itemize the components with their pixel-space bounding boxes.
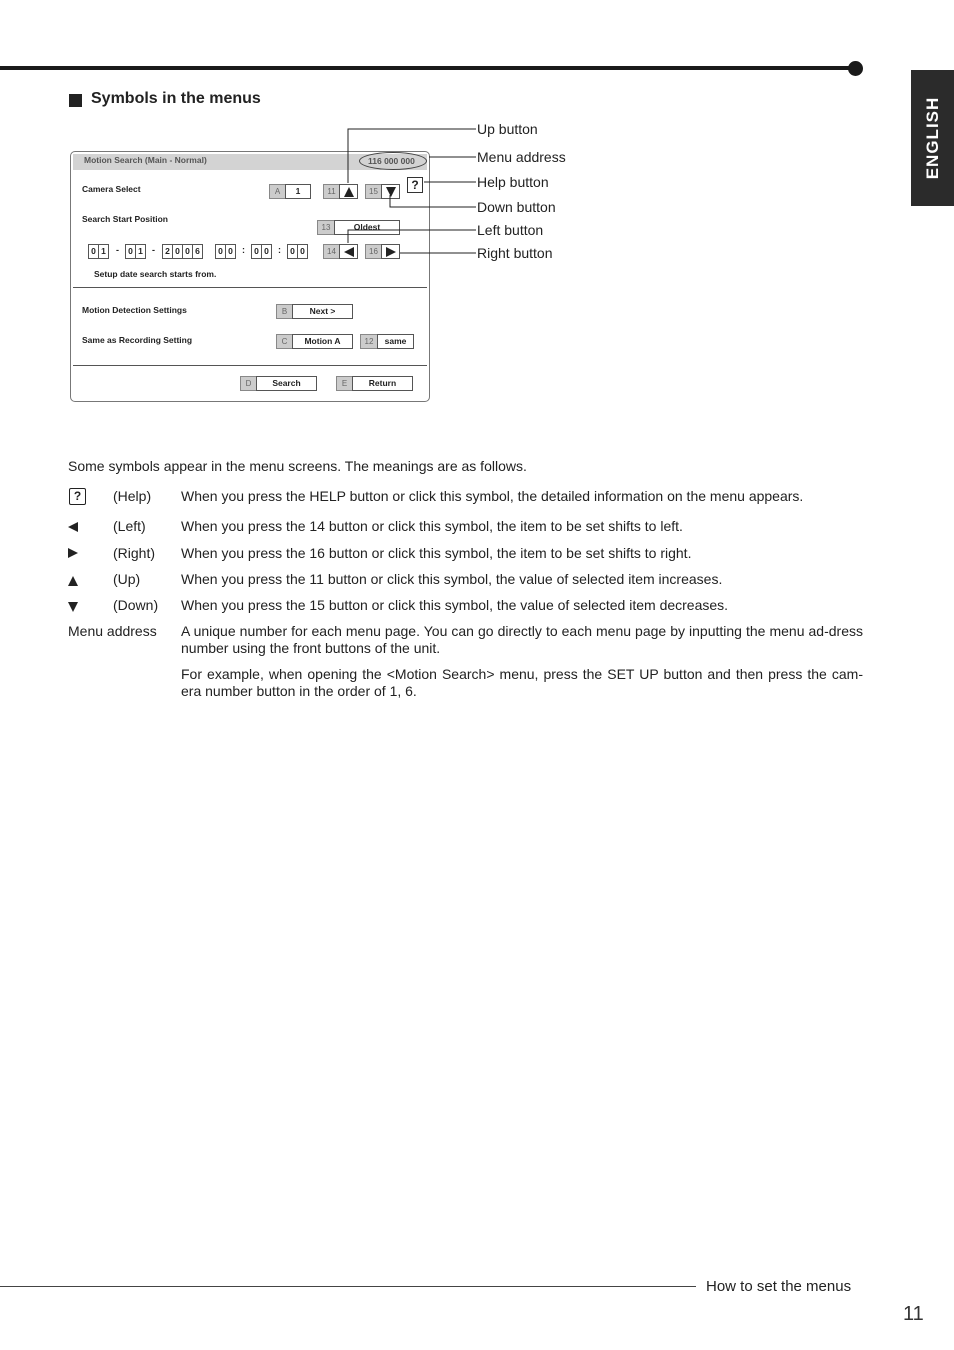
intro-text: Some symbols appear in the menu screens. The meanings are as follows. <box>68 458 527 474</box>
symbol-description: When you press the 11 button or click this symbol, the value of selected item increases. <box>181 571 723 587</box>
callout-left: Left button <box>477 222 544 238</box>
symbol-name: (Down) <box>113 597 159 613</box>
right-triangle-icon <box>68 548 78 558</box>
symbol-name: (Up) <box>113 571 141 587</box>
key-12: 12 <box>360 334 378 349</box>
menu-address-example: For example, when opening the <Motion Search> menu, press the SET UP button and then press the cam-era number button in the order of 1, 6. <box>181 666 863 699</box>
key-16: 16 <box>365 244 382 259</box>
key-a: A <box>269 184 286 199</box>
next-button[interactable]: Next > <box>292 304 353 319</box>
search-start-note: Setup date search starts from. <box>94 269 217 279</box>
key-13: 13 <box>317 220 335 235</box>
same-button[interactable]: same <box>377 334 414 349</box>
footer-rule <box>0 1286 696 1287</box>
symbol-description: When you press the 14 button or click this symbol, the item to be set shifts to left. <box>181 518 683 534</box>
key-d: D <box>240 376 257 391</box>
time-separator: : <box>278 245 281 255</box>
callout-help: Help button <box>477 174 549 190</box>
camera-select-value[interactable]: 1 <box>285 184 311 199</box>
key-b: B <box>276 304 293 319</box>
callout-down: Down button <box>477 199 556 215</box>
day-field[interactable]: 0 1 <box>125 244 146 259</box>
up-leader-line <box>348 129 476 183</box>
year-field[interactable]: 2 0 0 6 <box>162 244 203 259</box>
left-triangle-icon <box>68 522 78 532</box>
callout-right: Right button <box>477 245 553 261</box>
down-triangle-icon <box>68 602 78 612</box>
motion-a-button[interactable]: Motion A <box>292 334 353 349</box>
hour-field[interactable]: 0 0 <box>215 244 236 259</box>
search-start-label: Search Start Position <box>82 214 168 224</box>
return-button[interactable]: Return <box>352 376 413 391</box>
callout-menu-address: Menu address <box>477 149 566 165</box>
callout-up: Up button <box>477 121 538 137</box>
date-separator: - <box>116 245 119 255</box>
symbol-name: (Left) <box>113 518 146 534</box>
date-separator: - <box>152 245 155 255</box>
key-11: 11 <box>323 184 340 199</box>
down-leader-line <box>390 195 476 207</box>
symbol-description: When you press the 16 button or click this symbol, the item to be set shifts to right. <box>181 545 692 561</box>
page-number: 11 <box>903 1303 924 1325</box>
help-icon: ? <box>69 488 86 505</box>
key-c: C <box>276 334 293 349</box>
menu-title: Motion Search (Main - Normal) <box>84 155 207 165</box>
section-title: Symbols in the menus <box>91 90 261 107</box>
time-separator: : <box>242 245 245 255</box>
symbol-description: When you press the HELP button or click this symbol, the detailed information on the menu appears. <box>181 488 804 504</box>
search-start-value[interactable]: Oldest <box>334 220 400 235</box>
motion-detection-label: Motion Detection Settings <box>82 305 187 315</box>
menu-address-term: Menu address <box>68 623 157 639</box>
key-e: E <box>336 376 353 391</box>
key-15: 15 <box>365 184 382 199</box>
footer-title: How to set the menus <box>706 1278 852 1295</box>
language-tab-label: ENGLISH <box>922 96 942 180</box>
symbol-name: (Help) <box>113 488 152 504</box>
camera-select-label: Camera Select <box>82 184 141 194</box>
menu-address-description: A unique number for each menu page. You can go directly to each menu page by inputting the menu ad-dress number using the front buttons of the unit. <box>181 623 863 656</box>
menu-address: 116 000 000 <box>368 156 415 166</box>
search-button[interactable]: Search <box>256 376 317 391</box>
second-field[interactable]: 0 0 <box>287 244 308 259</box>
symbol-description: When you press the 15 button or click this symbol, the value of selected item decreases. <box>181 597 729 613</box>
up-triangle-icon <box>68 576 78 586</box>
left-leader-line <box>348 230 476 243</box>
symbol-name: (Right) <box>113 545 156 561</box>
key-14: 14 <box>323 244 340 259</box>
minute-field[interactable]: 0 0 <box>251 244 272 259</box>
same-as-recording-label: Same as Recording Setting <box>82 335 193 345</box>
help-button[interactable]: ? <box>407 177 423 193</box>
month-field[interactable]: 0 1 <box>88 244 109 259</box>
